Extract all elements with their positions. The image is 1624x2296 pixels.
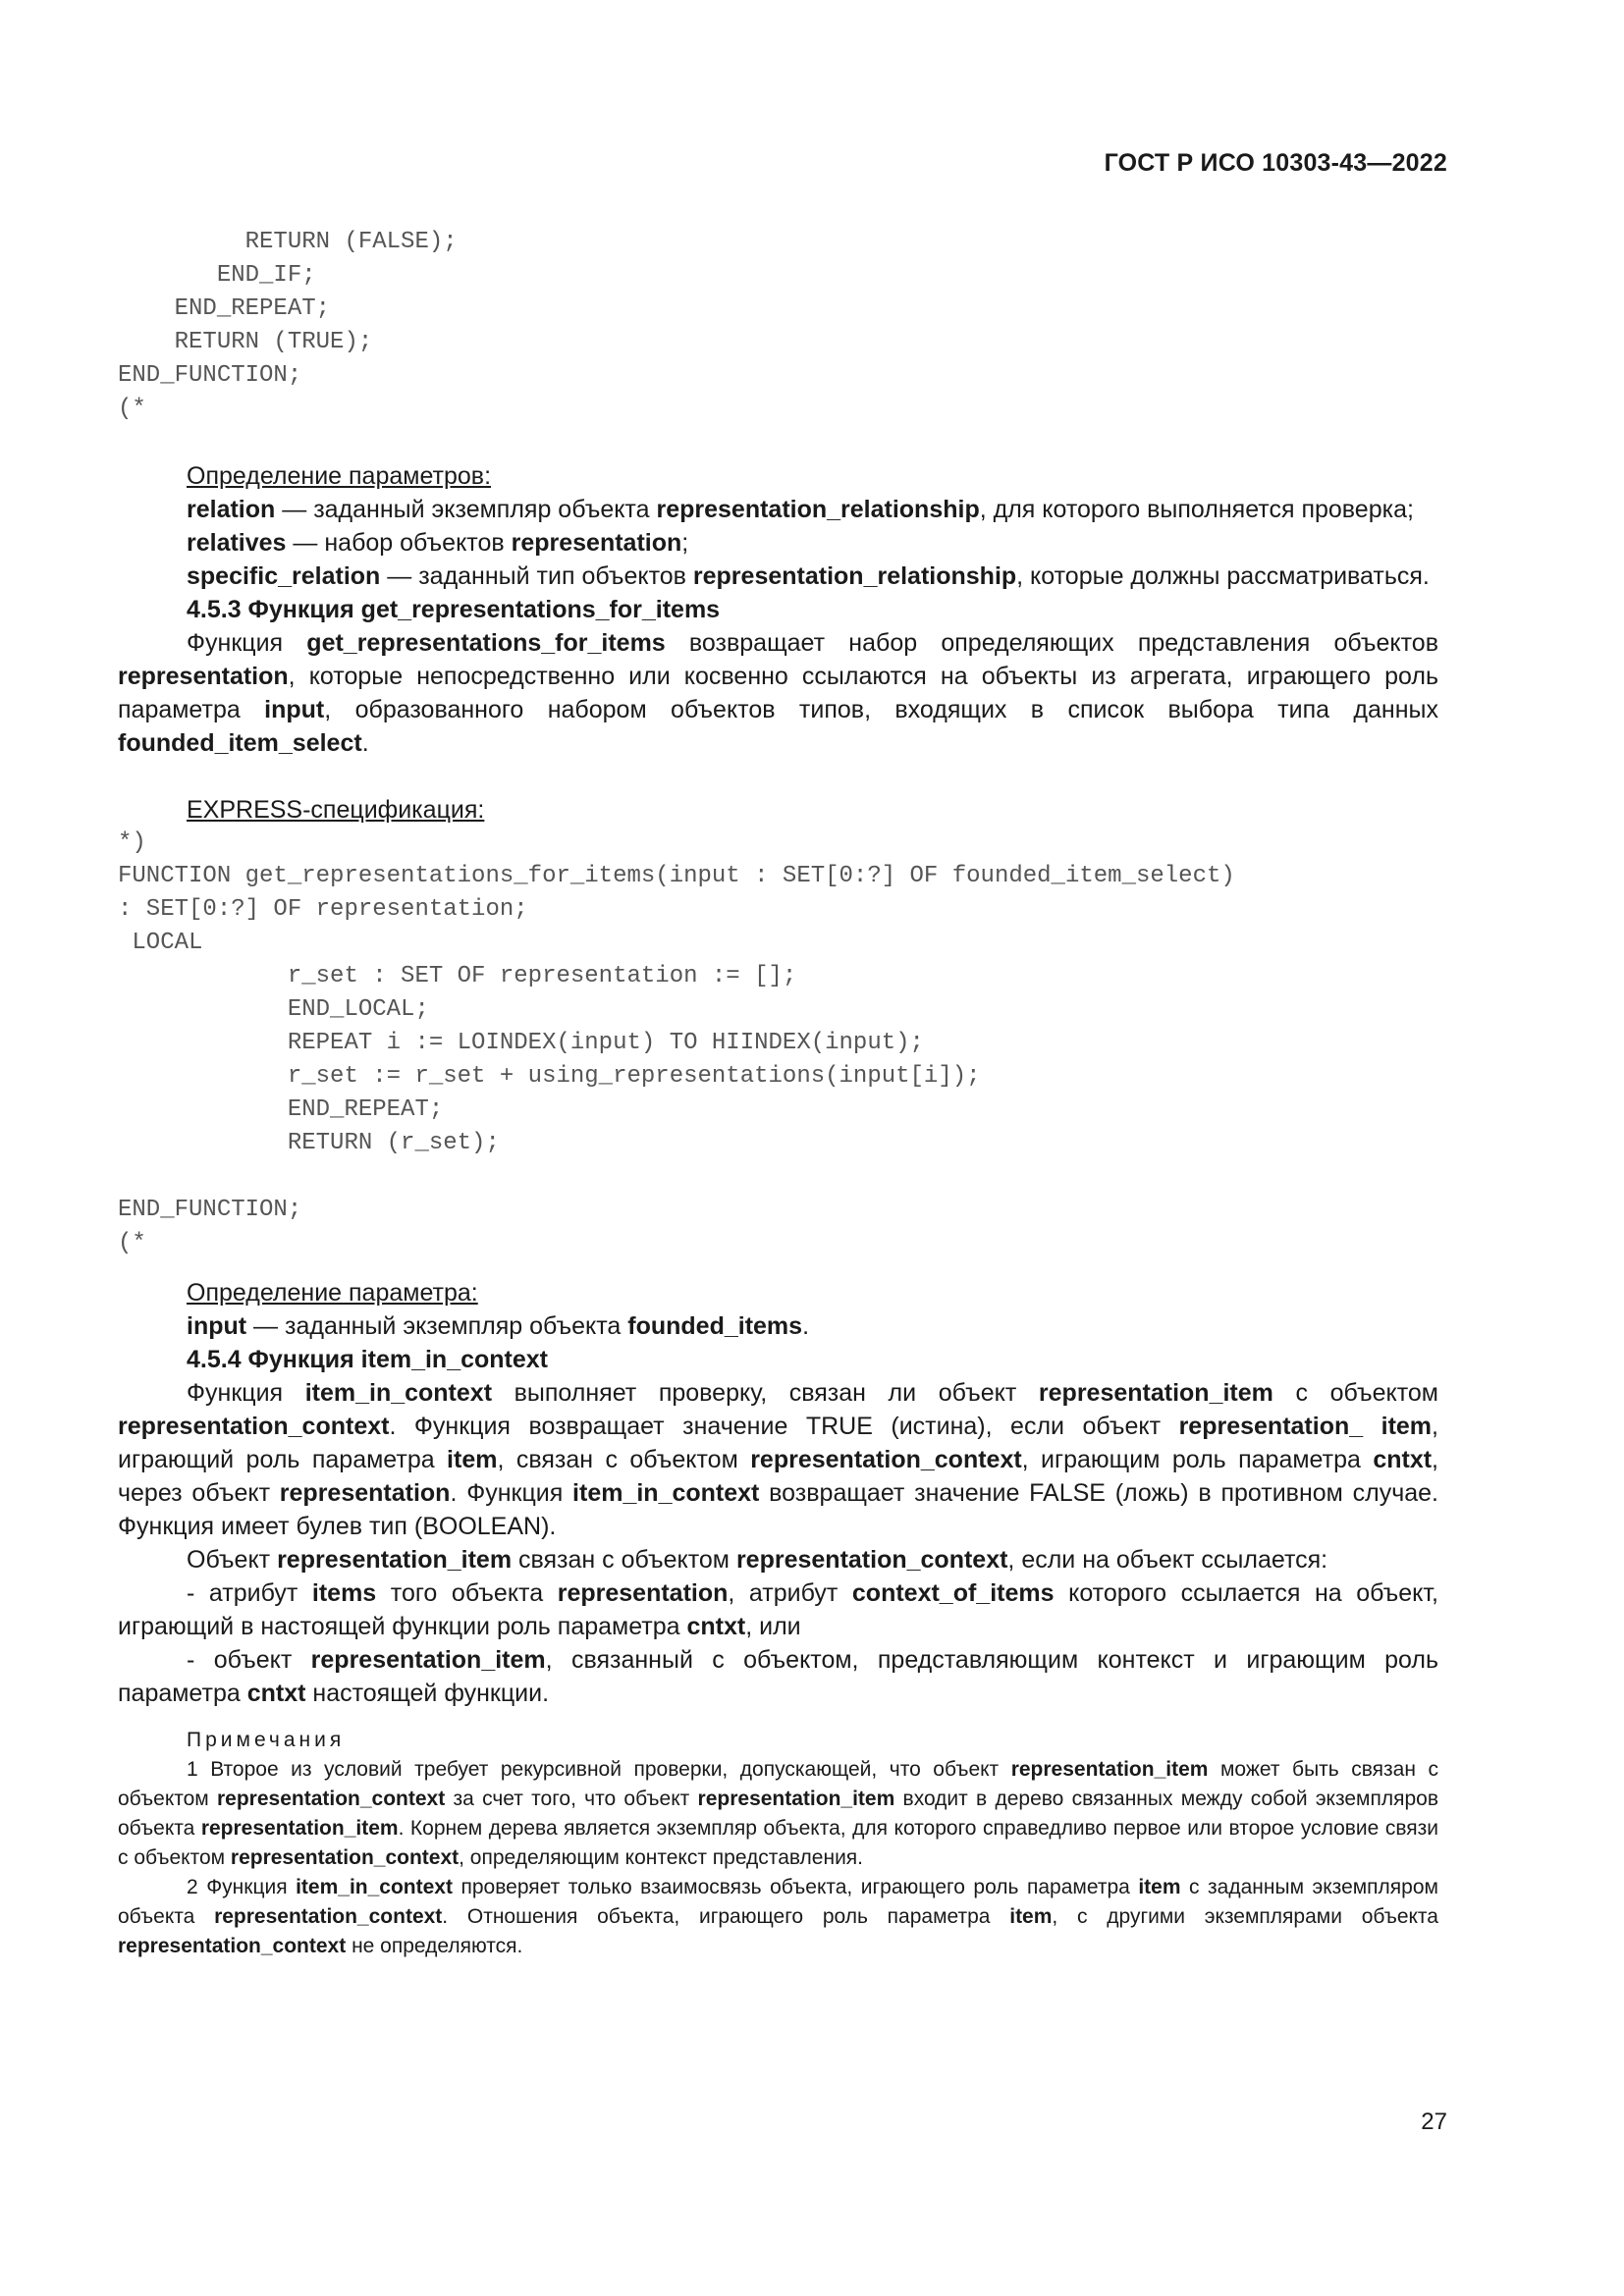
note-1: 1 Второе из условий требует рекурсивной проверки, допускающей, что объект representation_item может быть связан с объектом representation_context за счет того, что объект representation_item входит в дерево связанных между собой экземпляров объекта representation_item. Корнем дерева является экземпляр объекта, для которого справедливо первое или второе условие связи с объектом representation_context, определяющим контекст представления. — [118, 1758, 1438, 1869]
param-relation: relation — заданный экземпляр объекта representation_relationship, для которого выполняется проверка; — [187, 496, 1414, 523]
page-number: 27 — [1421, 2109, 1447, 2135]
section-4-5-4-paragraph-1: Функция item_in_context выполняет проверку, связан ли объект representation_item с объектом representation_context. Функция возвращает значение TRUE (истина), если объект representation_ item, играющий роль параметра item, связан с объектом representation_context, играющим роль параметра cntxt, через объект representation. Функция item_in_context возвращает значение FALSE (ложь) в противном случае. Функция имеет булев тип (BOOLEAN). — [118, 1379, 1438, 1540]
page-content — [118, 226, 1438, 1961]
list-item-representation-item: - объект representation_item, связанный с объектом, представляющим контекст и играющим роль параметра cntxt настоящей функции. — [118, 1646, 1439, 1707]
param-specific-relation: specific_relation — заданный тип объектов representation_relationship, которые должны рассматриваться. — [187, 562, 1430, 590]
param-relatives: relatives — набор объектов representation; — [187, 529, 689, 557]
code-block-function-end: RETURN (FALSE); END_IF; END_REPEAT; RETURN (TRUE); END_FUNCTION; (* — [118, 229, 458, 422]
section-heading-4-5-4: 4.5.4 Функция item_in_context — [187, 1346, 549, 1373]
param-title: Определение параметра: — [187, 1279, 478, 1307]
section-heading-4-5-3: 4.5.3 Функция get_representations_for_items — [187, 596, 721, 623]
param-input: input — заданный экземпляр объекта founded_items. — [187, 1312, 810, 1340]
section-4-5-4-paragraph-2: Объект representation_item связан с объектом representation_context, если на объект ссылается: — [187, 1546, 1328, 1574]
code-block-get-representations: *) FUNCTION get_representations_for_items(input : SET[0:?] OF founded_item_select) : SET[0:?] OF representation; LOCAL r_set : SET OF representation := []; END_LOCAL; REPEAT i := LOINDEX(input) TO HIINDEX(input); r_set := r_set + using_representations(input[i]); END_REPEAT; RETURN (r_set); END_FUNCTION; (* — [118, 829, 1235, 1256]
params-title: Определение параметров: — [187, 462, 492, 490]
notes-block — [118, 1726, 1438, 1961]
document-id-header: ГОСТ Р ИСО 10303-43—2022 — [1104, 149, 1447, 177]
notes-title: Примечания — [187, 1729, 346, 1751]
section-4-5-3-paragraph: Функция get_representations_for_items возвращает набор определяющих представления объектов representation, которые непосредственно или косвенно ссылаются на объекты из агрегата, играющего роль параметра input, образованного набором объектов типов, входящих в список выбора типа данных founded_item_select. — [118, 629, 1438, 757]
note-2: 2 Функция item_in_context проверяет только взаимосвязь объекта, играющего роль параметра item с заданным экземпляром объекта representation_context. Отношения объекта, играющего роль параметра item, с другими экземплярами объекта representation_context не определяются. — [118, 1876, 1438, 1957]
list-item-attribute-items: - атрибут items того объекта representation, атрибут context_of_items которого ссылается на объект, играющий в настоящей функции роль параметра cntxt, или — [118, 1579, 1438, 1640]
express-spec-title: EXPRESS-спецификация: — [187, 796, 485, 824]
